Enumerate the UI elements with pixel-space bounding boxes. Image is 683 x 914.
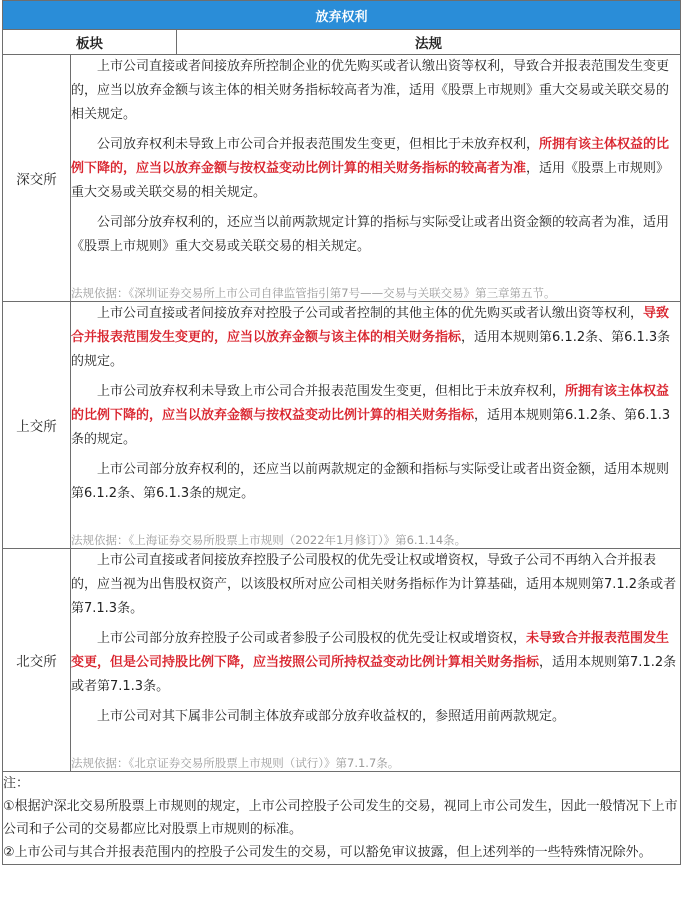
column-header-regulation: 法规 — [177, 30, 681, 55]
paragraph-text: 上市公司对其下属非公司制主体放弃或部分放弃收益权的，参照适用前两款规定。 — [97, 709, 566, 724]
regulation-paragraphs — [71, 55, 680, 259]
paragraph-text: 上市公司直接或者间接放弃对控股子公司或者控制的其他主体的优先购买或者认缴出资等权利， — [97, 306, 644, 321]
notes-row — [3, 772, 681, 865]
paragraph-text: ，适用《股票上市规则》重大交易或关联交易的相关规定。 — [71, 161, 670, 200]
regulation-paragraphs — [71, 302, 680, 506]
regulation-paragraphs — [71, 549, 680, 729]
regulation-paragraph — [71, 627, 680, 699]
regulation-basis: 法规依据：《深圳证券交易所上市公司自律监管指引第7号——交易与关联交易》第三章第五节。 — [71, 286, 556, 300]
paragraph-text: 上市公司直接或者间接放弃控股子公司股权的优先受让权或增资权，导致子公司不再纳入合并报表的，应当视为出售股权资产，以该股权所对应公司相关财务指标作为计算基础，适用本规则第7.1.2条或者第7.1.3条。 — [71, 553, 677, 616]
paragraph-text: 上市公司部分放弃控股子公司或者参股子公司股权的优先受让权或增资权， — [97, 631, 527, 646]
notes-cell — [3, 772, 681, 865]
paragraph-text: 上市公司直接或者间接放弃所控制企业的优先购买或者认缴出资等权利，导致合并报表范围发生变更的，应当以放弃金额与该主体的相关财务指标较高者为准，适用《股票上市规则》重大交易或关联交易的相关规定。 — [71, 59, 670, 122]
regulation-table — [2, 0, 681, 865]
paragraph-text: ，适用本规则第7.1.2条或者第7.1.3条。 — [71, 655, 677, 694]
column-header-board: 板块 — [3, 30, 177, 55]
paragraph-text: ，适用本规则第6.1.2条、第6.1.3条的规定。 — [71, 330, 671, 369]
table-title: 放弃权利 — [3, 1, 681, 30]
highlighted-text: 未导致合并报表范围发生变更，但是公司持股比例下降，应当按照公司所持权益变动比例计算相关财务指标 — [71, 631, 670, 670]
notes-heading: 注： — [3, 776, 30, 791]
exchange-label: 北交所 — [3, 549, 71, 772]
note-item: ①根据沪深北交易所股票上市规则的规定，上市公司控股子公司发生的交易，视同上市公司发生，因此一般情况下上市公司和子公司的交易都应比对股票上市规则的标准。 — [3, 799, 678, 837]
exchange-label: 深交所 — [3, 55, 71, 302]
regulation-paragraph — [71, 133, 680, 205]
highlighted-text: 所拥有该主体权益的比例下降的，应当以放弃金额与按权益变动比例计算的相关财务指标 — [71, 384, 670, 423]
highlighted-text: 导致合并报表范围发生变更的，应当以放弃金额与该主体的相关财务指标 — [71, 306, 670, 345]
regulation-paragraph — [71, 55, 680, 127]
table-row — [3, 302, 681, 549]
regulation-paragraph — [71, 549, 680, 621]
paragraph-text: ，适用本规则第6.1.2条、第6.1.3条的规定。 — [71, 408, 671, 447]
regulation-cell — [71, 549, 681, 772]
regulation-basis: 法规依据：《上海证券交易所股票上市规则（2022年1月修订）》第6.1.14条。 — [71, 533, 467, 547]
regulation-basis: 法规依据：《北京证券交易所股票上市规则（试行）》第7.1.7条。 — [71, 756, 400, 770]
paragraph-text: 上市公司部分放弃权利的，还应当以前两款规定的金额和指标与实际受让或者出资金额，适用本规则第6.1.2条、第6.1.3条的规定。 — [71, 462, 670, 501]
regulation-paragraph — [71, 458, 680, 506]
regulation-paragraph — [71, 302, 680, 374]
exchange-label: 上交所 — [3, 302, 71, 549]
regulation-cell — [71, 302, 681, 549]
regulation-paragraph — [71, 705, 680, 729]
paragraph-text: 公司部分放弃权利的，还应当以前两款规定计算的指标与实际受让或者出资金额的较高者为准，适用《股票上市规则》重大交易或关联交易的相关规定。 — [71, 215, 670, 254]
highlighted-text: 所拥有该主体权益的比例下降的，应当以放弃金额与按权益变动比例计算的相关财务指标的较高者为准 — [71, 137, 670, 176]
regulation-paragraph — [71, 380, 680, 452]
table-row — [3, 55, 681, 302]
table-row — [3, 549, 681, 772]
paragraph-text: 上市公司放弃权利未导致上市公司合并报表范围发生变更，但相比于未放弃权利， — [97, 384, 566, 399]
regulation-cell — [71, 55, 681, 302]
note-item: ②上市公司与其合并报表范围内的控股子公司发生的交易，可以豁免审议披露，但上述列举的一些特殊情况除外。 — [3, 845, 652, 860]
paragraph-text: 公司放弃权利未导致上市公司合并报表范围发生变更，但相比于未放弃权利， — [97, 137, 540, 152]
regulation-paragraph — [71, 211, 680, 259]
